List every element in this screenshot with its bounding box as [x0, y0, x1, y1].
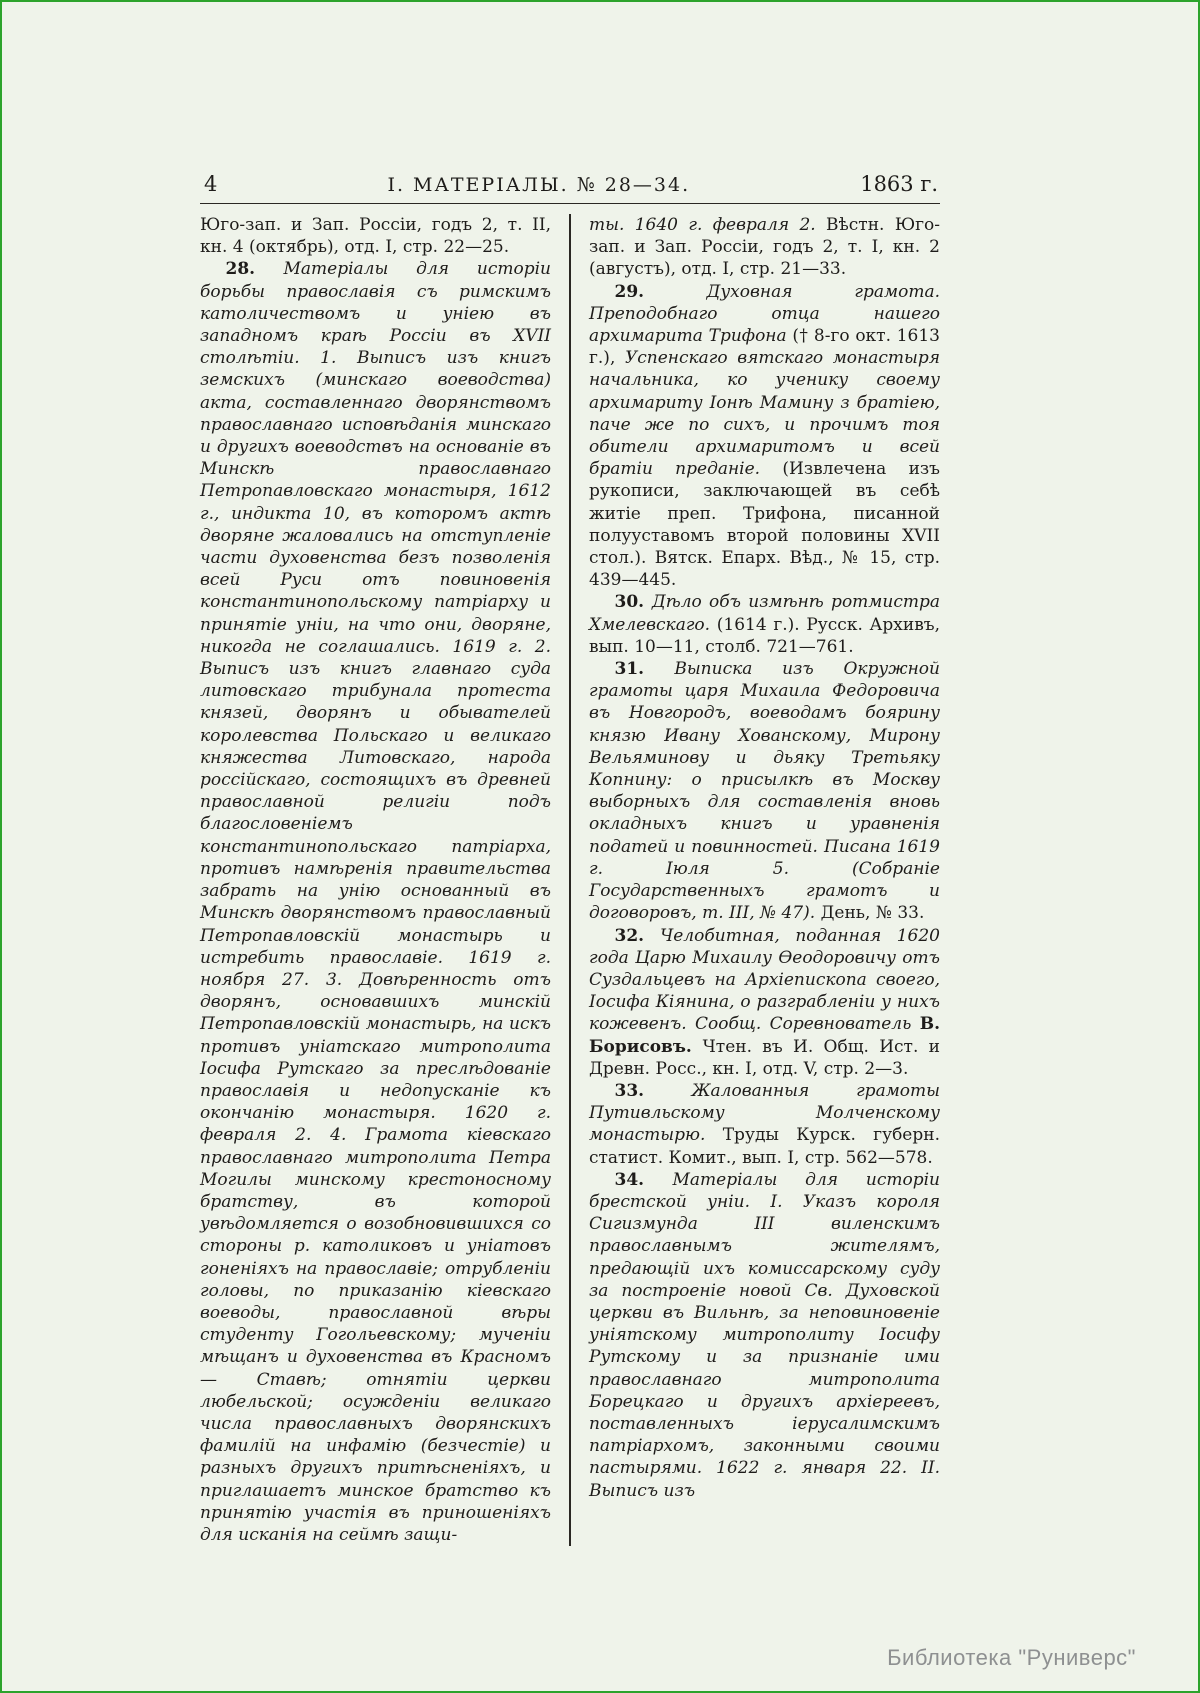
text-run: Жалованныя грамоты Путивльскому Молченскому монастырю. [589, 1080, 940, 1146]
text-run: Матеріалы для исторіи брестской уніи. І. Указъ короля Сигизмунда ІІІ виленскимъ православнымъ жителямъ, предающій ихъ комиссарскому суду за построеніе новой Св. Духовской церкви въ Вильнѣ, за неповиновеніе уніятскому митрополиту Іосифу Рутскому и за признаніе ими православнаго митрополита Борецкаго и другихъ архіереевъ, поставленныхъ іерусалимскимъ патріархомъ, законными своими пастырями. 1622 г. января 22. ІІ. Выписъ изъ [589, 1169, 940, 1501]
text-run: В. Борисовъ. [589, 1014, 940, 1057]
library-watermark: Библиотека "Руниверс" [887, 1645, 1136, 1670]
paragraph [589, 281, 940, 592]
text-run: 32. [614, 925, 661, 946]
column-divider-rule [569, 214, 571, 1546]
text-run: Вѣстн. Юго-зап. и Зап. Россіи, годъ 2, т. І, кн. 2 (августъ), отд. І, стр. 21—33. [589, 215, 940, 280]
text-run: Духовная грамота. Преподобнаго отца нашего архимарита Трифона [589, 281, 940, 347]
paragraph [589, 591, 940, 658]
text-run: 29. [614, 281, 707, 302]
text-run: 33. [614, 1080, 692, 1101]
page-number: 4 [204, 172, 218, 196]
text-run: 34. [614, 1169, 673, 1190]
paragraph [589, 214, 940, 281]
text-run: День, № 33. [820, 903, 925, 924]
text-run: Матеріалы для исторіи борьбы православія съ римскимъ католичествомъ и уніею въ западномъ краѣ Россіи въ XVII столѣтіи. 1. Выписъ изъ книгъ земскихъ (минскаго воеводства) акта, составленнаго дворянствомъ православнаго исповѣданія минскаго и другихъ воеводствъ на основаніе въ Минскѣ православнаго Петропавловскаго монастыря, 1612 г., индикта 10, въ которомъ актѣ дворяне жаловались на отступленіе части духовенства безъ позволенія всей Руси отъ повиновенія константинопольскому патріарху и принятіе уніи, на что они, дворяне, никогда не соглашались. 1619 г. 2. Выписъ изъ книгъ главнаго суда литовскаго трибунала протеста князей, дворянъ и обывателей королевства Польскаго и великаго княжества Литовскаго, народа россійскаго, состоящихъ въ древней православной религіи подъ благословеніемъ константинопольскаго патріарха, противъ намѣренія правительства забрать на унію основанный въ Минскѣ дворянствомъ православный Петропавловскій монастырь и истребить православіе. 1619 г. ноября 27. 3. Довѣренность отъ дворянъ, основавшихъ минскій Петропавловскій монастырь, на искъ противъ уніатскаго митрополита Іосифа Рутскаго за преслѣдованіе православія и недопусканіе къ окончанію монастыря. 1620 г. февраля 2. 4. Грамота кіевскаго православнаго митрополита Петра Могилы минскому крестоносному братству, въ которой увѣдомляется о возобновившихся со стороны р. католиковъ и уніатовъ гоненіяхъ на православіе; отрубленіи головы, по приказанію кіевскаго воеводы, православной вѣры студенту Гогольевскому; мученіи мѣщанъ и духовенства въ Красномъ — Ставѣ; отнятіи церкви любельской; осужденіи великаго числа православныхъ дворянскихъ фамилій на инфамію (безчестіе) и разныхъ другихъ притѣсненіяхъ, и приглашаетъ минское братство къ принятію участія въ приношеніяхъ для исканія на сеймѣ защи- [200, 259, 551, 1545]
text-run: (Извлечена изъ рукописи, заключающей въ себѣ житіе преп. Трифона, писанной полууставомъ второй половины XVII стол.). Вятск. Епарх. Вѣд., № 15, стр. 439—445. [589, 459, 941, 591]
text-run: 31. [614, 659, 675, 680]
paragraph [589, 925, 940, 1080]
header-rule [200, 203, 940, 204]
paragraph [589, 658, 940, 924]
left-column [200, 214, 551, 1546]
text-run: Юго-зап. и Зап. Россіи, годъ 2, т. ІІ, кн. 4 (октябрь), отд. І, стр. 22—25. [200, 215, 551, 258]
text-run: Успенскаго вятскаго монастыря начальника, ко ученику своему архимариту Іонѣ Мамину з братіею, паче же по сихъ, и прочимъ тоя обители архимаритомъ и всей братіи преданіе. [589, 348, 940, 480]
page-header [200, 172, 940, 196]
text-run: 28. [225, 259, 284, 280]
running-title: І. МАТЕРІАЛЫ. № 28—34. [387, 174, 691, 196]
paragraph [589, 1169, 940, 1502]
text-run: († 8-го окт. 1613 г.), [589, 326, 940, 369]
paragraph [200, 258, 551, 1546]
page-content [200, 172, 940, 1546]
paragraph [200, 214, 551, 258]
text-run: 30. [614, 592, 652, 613]
text-run: Чтен. въ И. Общ. Ист. и Древн. Росс., кн. І, отд. V, стр. 2—3. [589, 1036, 941, 1079]
two-column-text [200, 214, 940, 1546]
right-column [589, 214, 940, 1546]
text-run: Выписка изъ Окружной грамоты царя Михаила Федоровича въ Новгородъ, воеводамъ боярину князю Ивану Хованскому, Мирону Вельяминову и дьяку Третьяку Копнину: о присылкѣ въ Москву выборныхъ для составленія вновь окладныхъ книгъ и уравненія податей и повинностей. Писана 1619 г. Іюля 5. (Собраніе Государственныхъ грамотъ и договоровъ, т. ІІІ, № 47). [589, 659, 940, 924]
text-run: Труды Курск. губерн. статист. Комит., вып. І, стр. 562—578. [589, 1125, 940, 1168]
paragraph [589, 1080, 940, 1169]
text-run: ты. 1640 г. февраля 2. [589, 215, 827, 235]
text-run: (1614 г.). Русск. Архивъ, вып. 10—11, столб. 721—761. [589, 614, 940, 657]
text-run: Челобитная, поданная 1620 года Царю Михаилу Ѳеодоровичу отъ Суздальцевъ на Архіепископа своего, Іосифа Кіянина, о разграбленіи у нихъ кожевенъ. Сообщ. Соревнователь [589, 925, 940, 1035]
text-run: Дѣло объ измѣнѣ ротмистра Хмелевскаго. [589, 592, 940, 635]
header-year: 1863 г. [860, 172, 938, 196]
